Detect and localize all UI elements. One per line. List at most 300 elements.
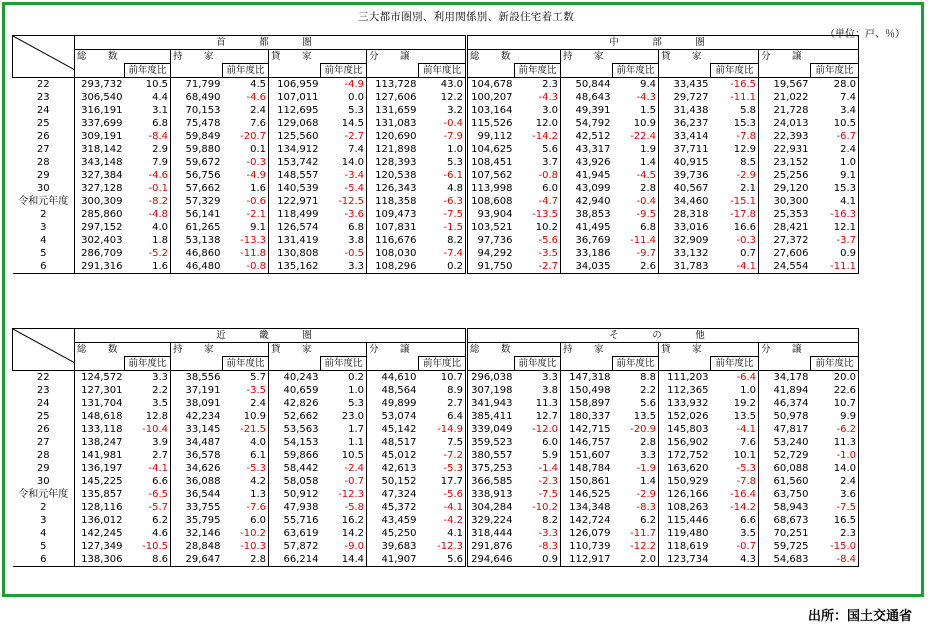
count-cell: 180,337	[561, 410, 613, 423]
yoy-cell: 10.9	[243, 410, 266, 422]
yoy-label: 前年度比	[223, 64, 269, 78]
year-label: 28	[13, 449, 75, 462]
yoy-cell: 2.2	[640, 384, 656, 396]
count-cell: 52,662	[269, 410, 321, 423]
count-cell: 33,435	[659, 78, 711, 92]
yoy-cell: -7.5	[811, 501, 859, 514]
yoy-cell: 12.7	[535, 410, 558, 422]
count-cell: 126,079	[561, 527, 613, 540]
year-label: 29	[13, 462, 75, 475]
yoy-cell: -5.3	[443, 462, 463, 474]
count-cell: 50,844	[561, 78, 613, 92]
category-label: 貸 家	[659, 50, 759, 64]
count-cell: 25,353	[759, 208, 811, 221]
count-cell: 107,011	[269, 91, 321, 104]
yoy-cell: 9.9	[811, 410, 859, 423]
yoy-cell: 10.9	[633, 117, 656, 129]
yoy-cell: 1.0	[348, 384, 364, 396]
yoy-cell: -0.4	[636, 195, 656, 207]
count-cell: 113,998	[467, 182, 515, 195]
count-cell: 112,365	[659, 384, 711, 397]
yoy-cell: 2.4	[250, 397, 266, 409]
table-row	[13, 91, 859, 104]
category-label: 分 譲	[759, 50, 859, 64]
year-label: 4	[13, 527, 75, 540]
yoy-cell: 12.1	[811, 221, 859, 234]
table-row	[13, 488, 859, 501]
count-cell: 46,860	[171, 247, 223, 260]
count-cell: 63,619	[269, 527, 321, 540]
yoy-cell: -1.0	[811, 449, 859, 462]
count-cell: 48,643	[561, 91, 613, 104]
count-cell: 53,074	[367, 410, 419, 423]
yoy-cell: -21.5	[240, 423, 266, 435]
yoy-cell: -4.1	[443, 501, 463, 513]
category-label: 貸 家	[269, 50, 367, 64]
count-cell: 28,318	[659, 208, 711, 221]
count-cell: 58,943	[759, 501, 811, 514]
yoy-cell: 12.8	[145, 410, 168, 422]
count-cell: 115,446	[659, 514, 711, 527]
yoy-cell: -8.2	[148, 195, 168, 207]
yoy-cell: 12.2	[440, 91, 463, 103]
count-cell: 112,695	[269, 104, 321, 117]
yoy-cell: 16.6	[733, 221, 756, 233]
yoy-label: 前年度比	[711, 357, 759, 371]
count-cell: 48,517	[367, 436, 419, 449]
yoy-label: 前年度比	[321, 64, 367, 78]
count-cell: 42,826	[269, 397, 321, 410]
table-row	[13, 195, 859, 208]
count-cell: 42,940	[561, 195, 613, 208]
count-cell: 35,795	[171, 514, 223, 527]
yoy-cell: 3.5	[740, 527, 756, 539]
yoy-cell: -20.9	[630, 423, 656, 435]
yoy-cell: 28.0	[811, 78, 859, 92]
count-cell: 146,757	[561, 436, 613, 449]
yoy-cell: -8.4	[148, 130, 168, 142]
yoy-cell: -4.5	[636, 169, 656, 181]
count-cell: 58,058	[269, 475, 321, 488]
count-cell: 131,659	[367, 104, 419, 117]
count-cell: 306,540	[75, 91, 125, 104]
yoy-cell: -7.5	[538, 488, 558, 500]
count-cell: 385,411	[467, 410, 515, 423]
count-cell: 45,372	[367, 501, 419, 514]
year-label: 24	[13, 104, 75, 117]
count-cell: 318,142	[75, 143, 125, 156]
yoy-cell: -4.6	[148, 169, 168, 181]
count-cell: 100,207	[467, 91, 515, 104]
yoy-cell: 6.8	[152, 117, 168, 129]
yoy-cell: 2.3	[542, 78, 558, 90]
yoy-label: 前年度比	[811, 64, 859, 78]
count-cell: 110,739	[561, 540, 613, 553]
yoy-cell: 10.5	[811, 117, 859, 130]
yoy-cell: 10.5	[341, 449, 364, 461]
year-label: 5	[13, 540, 75, 553]
count-cell: 133,932	[659, 397, 711, 410]
count-cell: 366,585	[467, 475, 515, 488]
yoy-cell: 4.8	[447, 182, 463, 194]
count-cell: 31,783	[659, 260, 711, 274]
count-cell: 33,755	[171, 501, 223, 514]
count-cell: 172,752	[659, 449, 711, 462]
yoy-cell: -4.9	[246, 169, 266, 181]
yoy-cell: -2.9	[736, 169, 756, 181]
yoy-cell: 2.0	[613, 553, 659, 567]
year-label: 26	[13, 423, 75, 436]
yoy-label: 前年度比	[711, 64, 759, 78]
count-cell: 122,971	[269, 195, 321, 208]
count-cell: 127,349	[75, 540, 125, 553]
count-cell: 158,897	[561, 397, 613, 410]
yoy-cell: 6.0	[542, 182, 558, 194]
count-cell: 63,750	[759, 488, 811, 501]
category-label: 総 数	[75, 50, 171, 64]
count-cell: 108,296	[367, 260, 419, 274]
yoy-label: 前年度比	[125, 64, 171, 78]
blank-cell	[561, 357, 613, 371]
blank-cell	[367, 357, 419, 371]
yoy-cell: -14.2	[532, 130, 558, 142]
yoy-cell: 2.4	[250, 104, 266, 116]
yoy-cell: 7.5	[447, 436, 463, 448]
table-row	[13, 247, 859, 260]
year-label: 5	[13, 247, 75, 260]
yoy-cell: -7.8	[736, 130, 756, 142]
source-note: 出所：国土交通省	[807, 609, 912, 624]
yoy-cell: 2.3	[811, 527, 859, 540]
yoy-cell: -4.1	[711, 260, 759, 274]
table-row	[13, 397, 859, 410]
year-label: 3	[13, 221, 75, 234]
yoy-cell: -8.3	[636, 501, 656, 513]
year-label: 23	[13, 384, 75, 397]
count-cell: 43,926	[561, 156, 613, 169]
table-row	[13, 130, 859, 143]
yoy-label: 前年度比	[125, 357, 171, 371]
count-cell: 36,769	[561, 234, 613, 247]
yoy-cell: 8.6	[125, 553, 171, 567]
count-cell: 45,142	[367, 423, 419, 436]
count-cell: 55,716	[269, 514, 321, 527]
yoy-cell: 4.6	[152, 527, 168, 539]
yoy-cell: -0.8	[223, 260, 269, 274]
category-label: 総 数	[75, 343, 171, 357]
yoy-cell: 1.1	[348, 436, 364, 448]
count-cell: 40,243	[269, 371, 321, 385]
yoy-cell: 14.0	[341, 156, 364, 168]
table-row	[13, 449, 859, 462]
table-row	[13, 143, 859, 156]
count-cell: 25,256	[759, 169, 811, 182]
count-cell: 43,459	[367, 514, 419, 527]
count-cell: 54,792	[561, 117, 613, 130]
blank-cell	[171, 64, 223, 78]
yoy-cell: 6.0	[250, 514, 266, 526]
count-cell: 133,118	[75, 423, 125, 436]
count-cell: 46,480	[171, 260, 223, 274]
yoy-label: 前年度比	[613, 357, 659, 371]
count-cell: 50,912	[269, 488, 321, 501]
table-row	[13, 208, 859, 221]
yoy-cell: 4.1	[811, 195, 859, 208]
category-label: 分 譲	[367, 50, 467, 64]
yoy-cell: 0.2	[419, 260, 467, 274]
yoy-label: 前年度比	[515, 64, 561, 78]
count-cell: 37,711	[659, 143, 711, 156]
count-cell: 136,012	[75, 514, 125, 527]
count-cell: 37,191	[171, 384, 223, 397]
count-cell: 138,247	[75, 436, 125, 449]
count-cell: 327,384	[75, 169, 125, 182]
count-cell: 40,915	[659, 156, 711, 169]
category-label: 貸 家	[659, 343, 759, 357]
year-label: 24	[13, 397, 75, 410]
yoy-cell: 5.3	[447, 156, 463, 168]
count-cell: 108,608	[467, 195, 515, 208]
count-cell: 31,438	[659, 104, 711, 117]
blank-cell	[561, 64, 613, 78]
count-cell: 103,521	[467, 221, 515, 234]
yoy-cell: 8.8	[640, 371, 656, 383]
yoy-cell: -7.2	[443, 449, 463, 461]
yoy-cell: 14.4	[321, 553, 367, 567]
yoy-cell: 3.3	[542, 371, 558, 383]
count-cell: 138,306	[75, 553, 125, 567]
count-cell: 61,265	[171, 221, 223, 234]
count-cell: 337,699	[75, 117, 125, 130]
category-label: 貸 家	[269, 343, 367, 357]
count-cell: 130,808	[269, 247, 321, 260]
count-cell: 116,676	[367, 234, 419, 247]
yoy-cell: 1.8	[152, 234, 168, 246]
count-cell: 28,421	[759, 221, 811, 234]
count-cell: 150,498	[561, 384, 613, 397]
yoy-cell: 3.9	[152, 436, 168, 448]
year-label: 令和元年度	[13, 488, 75, 501]
yoy-cell: 12.0	[535, 117, 558, 129]
yoy-label: 前年度比	[419, 64, 467, 78]
count-cell: 297,152	[75, 221, 125, 234]
yoy-cell: 1.0	[447, 143, 463, 155]
yoy-cell: -7.8	[736, 475, 756, 487]
year-label: 4	[13, 234, 75, 247]
yoy-cell: -5.3	[246, 462, 266, 474]
table-row	[13, 156, 859, 169]
housing-table-top	[12, 35, 859, 274]
yoy-cell: 3.4	[811, 104, 859, 117]
count-cell: 126,574	[269, 221, 321, 234]
count-cell: 61,560	[759, 475, 811, 488]
count-cell: 60,088	[759, 462, 811, 475]
count-cell: 94,292	[467, 247, 515, 260]
yoy-cell: 3.3	[152, 371, 168, 383]
yoy-cell: -4.2	[443, 514, 463, 526]
yoy-label: 前年度比	[811, 357, 859, 371]
year-label: 29	[13, 169, 75, 182]
count-cell: 70,153	[171, 104, 223, 117]
count-cell: 113,728	[367, 78, 419, 92]
count-cell: 118,619	[659, 540, 711, 553]
yoy-cell: -4.9	[344, 78, 364, 90]
count-cell: 120,538	[367, 169, 419, 182]
count-cell: 27,606	[759, 247, 811, 260]
yoy-cell: -17.8	[730, 208, 756, 220]
count-cell: 46,374	[759, 397, 811, 410]
count-cell: 318,444	[467, 527, 515, 540]
yoy-cell: -10.3	[240, 540, 266, 552]
yoy-cell: -0.7	[736, 540, 756, 552]
yoy-cell: -9.5	[636, 208, 656, 220]
count-cell: 50,978	[759, 410, 811, 423]
count-cell: 163,620	[659, 462, 711, 475]
count-cell: 53,240	[759, 436, 811, 449]
corner-cell	[13, 36, 75, 78]
count-cell: 41,945	[561, 169, 613, 182]
yoy-cell: 3.3	[321, 260, 367, 274]
count-cell: 291,316	[75, 260, 125, 274]
count-cell: 123,734	[659, 553, 711, 567]
yoy-cell: 14.5	[341, 117, 364, 129]
category-label: 持 家	[561, 50, 659, 64]
yoy-cell: 3.8	[542, 384, 558, 396]
yoy-cell: 3.2	[447, 104, 463, 116]
yoy-cell: 10.2	[535, 221, 558, 233]
yoy-cell: 6.6	[152, 475, 168, 487]
count-cell: 111,203	[659, 371, 711, 385]
yoy-cell: -7.6	[246, 501, 266, 513]
yoy-cell: 2.8	[640, 182, 656, 194]
yoy-cell: -14.2	[730, 501, 756, 513]
count-cell: 34,626	[171, 462, 223, 475]
year-label: 30	[13, 475, 75, 488]
count-cell: 47,324	[367, 488, 419, 501]
yoy-cell: 10.7	[811, 397, 859, 410]
count-cell: 29,647	[171, 553, 223, 567]
count-cell: 22,393	[759, 130, 811, 143]
table-row	[13, 260, 859, 274]
table-row	[13, 182, 859, 195]
count-cell: 125,560	[269, 130, 321, 143]
year-label: 26	[13, 130, 75, 143]
count-cell: 34,035	[561, 260, 613, 274]
yoy-cell: -4.1	[148, 462, 168, 474]
count-cell: 28,848	[171, 540, 223, 553]
category-label: 分 譲	[367, 343, 467, 357]
yoy-cell: 2.6	[613, 260, 659, 274]
count-cell: 302,403	[75, 234, 125, 247]
region-title: 首 都 圏	[75, 36, 467, 50]
yoy-cell: 16.2	[341, 514, 364, 526]
yoy-cell: -7.4	[443, 247, 463, 259]
count-cell: 146,525	[561, 488, 613, 501]
count-cell: 338,913	[467, 488, 515, 501]
count-cell: 42,613	[367, 462, 419, 475]
count-cell: 156,902	[659, 436, 711, 449]
yoy-cell: 2.7	[152, 449, 168, 461]
count-cell: 34,460	[659, 195, 711, 208]
table-row	[13, 78, 859, 92]
yoy-cell: 0.0	[348, 91, 364, 103]
yoy-cell: 0.9	[515, 553, 561, 567]
count-cell: 34,178	[759, 371, 811, 385]
yoy-cell: -6.7	[811, 130, 859, 143]
count-cell: 36,088	[171, 475, 223, 488]
yoy-cell: -16.5	[730, 78, 756, 90]
count-cell: 54,153	[269, 436, 321, 449]
count-cell: 49,899	[367, 397, 419, 410]
yoy-label: 前年度比	[419, 357, 467, 371]
count-cell: 141,981	[75, 449, 125, 462]
table-row	[13, 117, 859, 130]
yoy-cell: -8.3	[538, 540, 558, 552]
yoy-cell: -4.8	[148, 208, 168, 220]
yoy-cell: -0.8	[538, 169, 558, 181]
count-cell: 341,943	[467, 397, 515, 410]
yoy-cell: 4.4	[152, 91, 168, 103]
category-label: 総 数	[467, 343, 561, 357]
blank-cell	[367, 64, 419, 78]
count-cell: 29,120	[759, 182, 811, 195]
region-title: そ の 他	[467, 329, 859, 343]
yoy-cell: 4.0	[152, 221, 168, 233]
yoy-cell: 5.6	[542, 143, 558, 155]
count-cell: 107,831	[367, 221, 419, 234]
yoy-label: 前年度比	[321, 357, 367, 371]
count-cell: 131,419	[269, 234, 321, 247]
count-cell: 142,715	[561, 423, 613, 436]
count-cell: 75,478	[171, 117, 223, 130]
yoy-cell: 7.6	[250, 117, 266, 129]
count-cell: 34,487	[171, 436, 223, 449]
yoy-cell: 10.1	[733, 449, 756, 461]
yoy-cell: 12.9	[733, 143, 756, 155]
yoy-cell: 2.7	[447, 397, 463, 409]
count-cell: 309,191	[75, 130, 125, 143]
count-cell: 119,480	[659, 527, 711, 540]
yoy-cell: -0.3	[246, 156, 266, 168]
count-cell: 375,253	[467, 462, 515, 475]
table-row	[13, 553, 859, 567]
yoy-cell: 1.3	[250, 488, 266, 500]
yoy-cell: -13.5	[532, 208, 558, 220]
yoy-cell: -1.9	[636, 462, 656, 474]
yoy-cell: 7.6	[740, 436, 756, 448]
count-cell: 22,931	[759, 143, 811, 156]
table-row	[13, 221, 859, 234]
year-label: 令和元年度	[13, 195, 75, 208]
yoy-cell: -5.7	[148, 501, 168, 513]
yoy-cell: -5.4	[344, 182, 364, 194]
count-cell: 142,724	[561, 514, 613, 527]
year-label: 2	[13, 501, 75, 514]
yoy-cell: 3.7	[542, 156, 558, 168]
yoy-cell: 13.5	[733, 410, 756, 422]
count-cell: 339,049	[467, 423, 515, 436]
yoy-cell: 8.2	[447, 234, 463, 246]
yoy-cell: -6.1	[443, 169, 463, 181]
table-row	[13, 234, 859, 247]
count-cell: 33,016	[659, 221, 711, 234]
yoy-cell: 5.3	[348, 397, 364, 409]
count-cell: 99,112	[467, 130, 515, 143]
count-cell: 359,523	[467, 436, 515, 449]
count-cell: 145,803	[659, 423, 711, 436]
yoy-cell: 1.9	[640, 143, 656, 155]
yoy-cell: 17.7	[440, 475, 463, 487]
